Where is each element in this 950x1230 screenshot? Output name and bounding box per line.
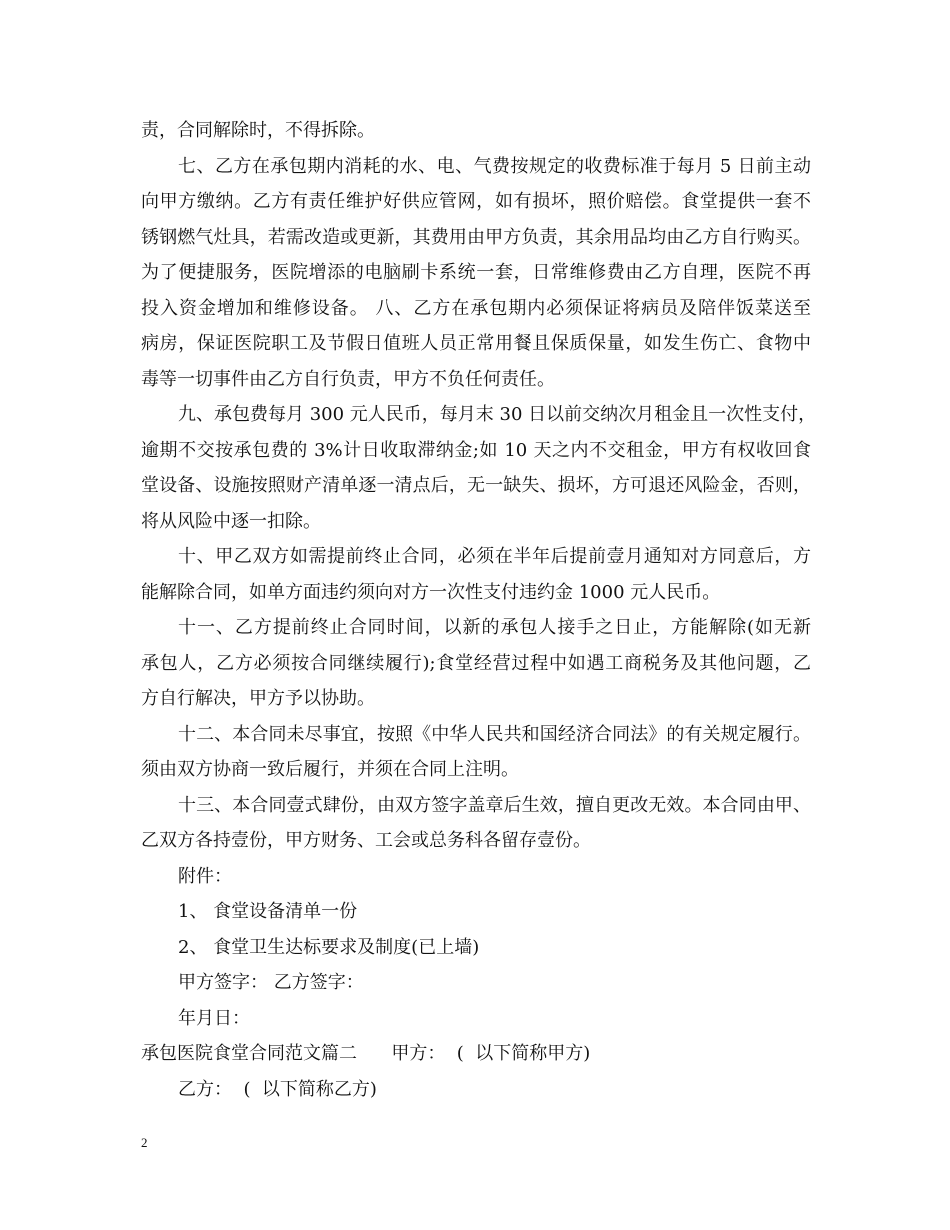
paragraph-12-line: 十二、本合同未尽事宜，按照《中华人民共和国经济合同法》的有关规定履行。 bbox=[178, 723, 811, 745]
paragraph-13-line: 十三、本合同壹式肆份，由双方签字盖章后生效，擅自更改无效。本合同由甲、 bbox=[178, 794, 811, 816]
paragraph-12-line: 须由双方协商一致后履行，并须在合同上注明。 bbox=[141, 759, 519, 780]
paragraph-11-line: 十一、乙方提前终止合同时间，以新的承包人接手之日止，方能解除(如无新 bbox=[178, 617, 811, 638]
paragraph-13-line: 乙双方各持壹份，甲方财务、工会或总务科各留存壹份。 bbox=[141, 830, 591, 851]
party-b-line: 乙方： ( 以下简称乙方) bbox=[178, 1078, 377, 1100]
paragraph-9-line: 九、承包费每月 300 元人民币，每月末 30 日以前交纳次月租金且一次性支付， bbox=[178, 404, 817, 425]
paragraph-11-line: 方自行解决，甲方予以协助。 bbox=[141, 688, 375, 709]
paragraph-9-line: 将从风险中逐一扣除。 bbox=[141, 510, 321, 532]
paragraph-7-line: 七、乙方在承包期内消耗的水、电、气费按规定的收费标准于每月 5 日前主动 bbox=[178, 155, 811, 177]
paragraph-7-line: 向甲方缴纳。乙方有责任维护好供应管网，如有损坏，照价赔偿。食堂提供一套不 bbox=[141, 191, 811, 212]
paragraph-11-line: 承包人，乙方必须按合同继续履行);食堂经营过程中如遇工商税务及其他问题，乙 bbox=[141, 652, 811, 674]
paragraph-9-line: 逾期不交按承包费的 3%计日收取滞纳金;如 10 天之内不交租金，甲方有权收回食 bbox=[141, 439, 811, 461]
signature-line: 甲方签字： 乙方签字： bbox=[178, 972, 364, 993]
attachments-heading: 附件： bbox=[178, 865, 232, 887]
paragraph-7-line: 投入资金增加和维修设备。 八、乙方在承包期内必须保证将病员及陪伴饭菜送至 bbox=[141, 297, 811, 319]
paragraph-9-line: 堂设备、设施按照财产清单逐一清点后，无一缺失、损坏，方可退还风险金，否则， bbox=[141, 475, 811, 496]
section-heading-line: 承包医院食堂合同范文篇二 甲方： ( 以下简称甲方) bbox=[141, 1043, 591, 1064]
paragraph-8-line: 毒等一切事件由乙方自行负责，甲方不负任何责任。 bbox=[141, 368, 555, 390]
text-line: 责，合同解除时，不得拆除。 bbox=[141, 120, 375, 141]
paragraph-10-line: 十、甲乙双方如需提前终止合同，必须在半年后提前壹月通知对方同意后，方 bbox=[178, 546, 811, 567]
paragraph-10-line: 能解除合同，如单方面违约须向对方一次性支付违约金 1000 元人民币。 bbox=[141, 581, 721, 603]
paragraph-7-line: 为了便捷服务，医院增添的电脑刷卡系统一套，日常维修费由乙方自理，医院不再 bbox=[141, 262, 811, 283]
date-line: 年月日： bbox=[178, 1007, 250, 1029]
page-number: 2 bbox=[141, 1135, 148, 1150]
attachment-item: 1、 食堂设备清单一份 bbox=[178, 901, 358, 922]
paragraph-8-line: 病房，保证医院职工及节假日值班人员正常用餐且保质保量，如发生伤亡、食物中 bbox=[141, 333, 811, 354]
paragraph-7-line: 锈钢燃气灶具，若需改造或更新，其费用由甲方负责，其余用品均由乙方自行购买。 bbox=[141, 226, 811, 248]
document-body bbox=[141, 113, 817, 1107]
attachment-item: 2、 食堂卫生达标要求及制度(已上墙) bbox=[178, 936, 480, 958]
